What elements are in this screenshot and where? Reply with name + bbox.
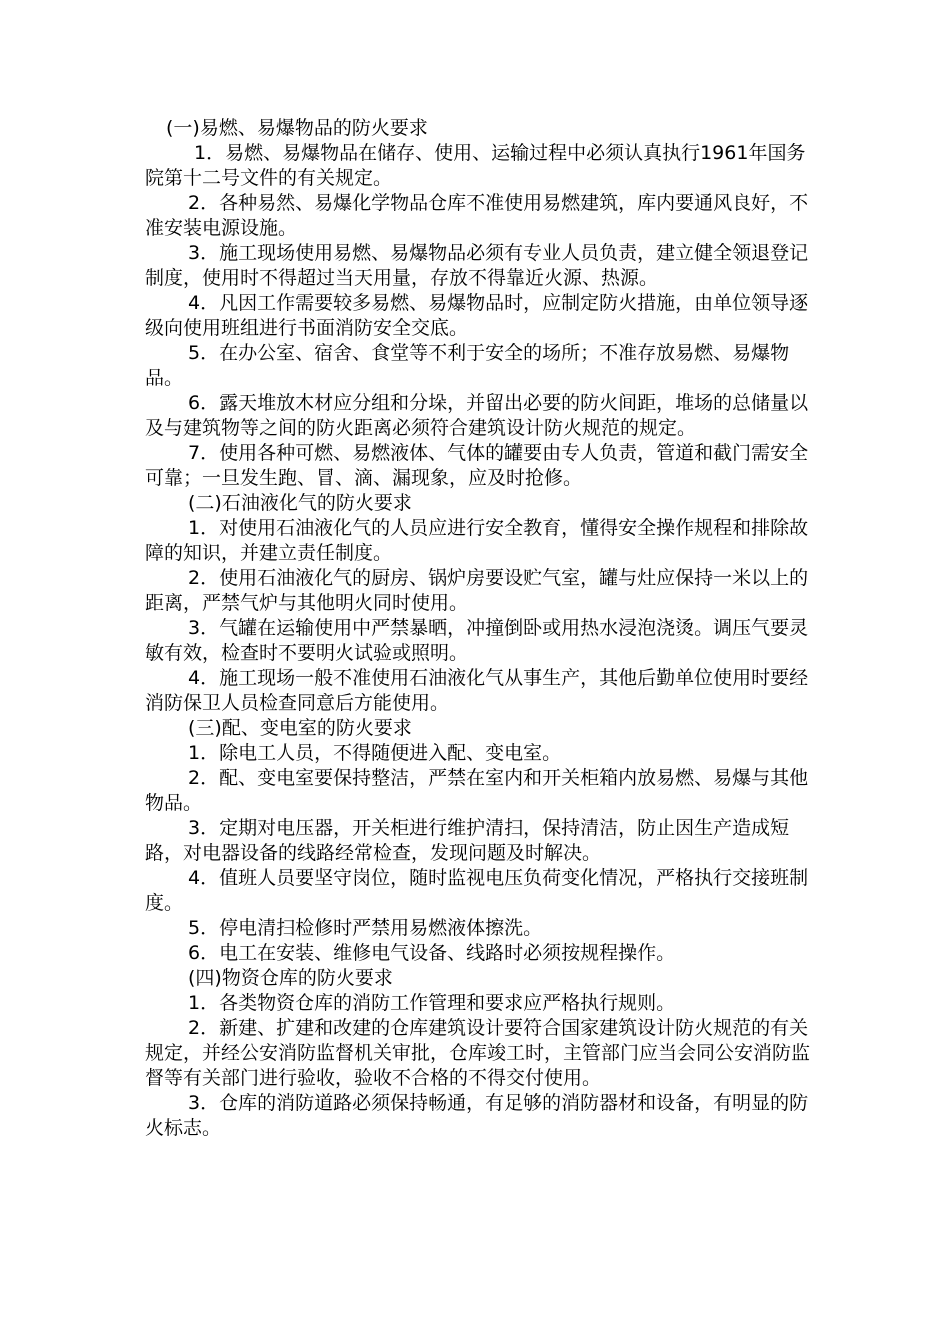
section-heading-3: (三)配、变电室的防火要求	[188, 717, 412, 739]
section-heading-1: (一)易燃、易爆物品的防火要求	[166, 117, 428, 139]
section-heading-4: (四)物资仓库的防火要求	[188, 967, 393, 989]
paragraph: 2．配、变电室要保持整洁，严禁在室内和开关柜箱内放易燃、易爆与其他物品。	[145, 767, 809, 814]
paragraph: 1．易燃、易爆物品在储存、使用、运输过程中必须认真执行1961年国务院第十二号文件的有关规定。	[145, 142, 806, 189]
paragraph: 1．各类物资仓库的消防工作管理和要求应严格执行规则。	[188, 992, 676, 1014]
paragraph: 3．仓库的消防道路必须保持畅通，有足够的消防器材和设备，有明显的防火标志。	[145, 1092, 809, 1139]
paragraph: 3．施工现场使用易燃、易爆物品必须有专业人员负责，建立健全领退登记制度，使用时不得超过当天用量，存放不得靠近火源、热源。	[145, 242, 809, 289]
paragraph: 3．定期对电压器，开关柜进行维护清扫，保持清洁，防止因生产造成短路，对电器设备的线路经常检查，发现问题及时解决。	[145, 817, 790, 864]
paragraph: 4．凡因工作需要较多易燃、易爆物品时，应制定防火措施，由单位领导逐级向使用班组进行书面消防安全交底。	[145, 292, 809, 339]
paragraph: 2．使用石油液化气的厨房、锅炉房要设贮气室，罐与灶应保持一米以上的距离，严禁气炉与其他明火同时使用。	[145, 567, 809, 614]
paragraph: 6．露天堆放木材应分组和分垛，并留出必要的防火间距，堆场的总储量以及与建筑物等之间的防火距离必须符合建筑设计防火规范的规定。	[145, 392, 809, 439]
paragraph: 5．在办公室、宿舍、食堂等不利于安全的场所；不准存放易燃、易爆物品。	[145, 342, 790, 389]
paragraph: 4．值班人员要坚守岗位，随时监视电压负荷变化情况，严格执行交接班制度。	[145, 867, 809, 914]
paragraph: 6．电工在安装、维修电气设备、线路时必须按规程操作。	[188, 942, 676, 964]
paragraph: 1．除电工人员，不得随便进入配、变电室。	[188, 742, 562, 764]
paragraph: 4．施工现场一般不准使用石油液化气从事生产，其他后勤单位使用时要经消防保卫人员检查同意后方能使用。	[145, 667, 809, 714]
section-heading-2: (二)石油液化气的防火要求	[188, 492, 412, 514]
paragraph: 7．使用各种可燃、易燃液体、气体的罐要由专人负责，管道和截门需安全可靠；一旦发生跑、冒、滴、漏现象，应及时抢修。	[145, 442, 809, 489]
paragraph: 5．停电清扫检修时严禁用易燃液体擦洗。	[188, 917, 543, 939]
paragraph: 1．对使用石油液化气的人员应进行安全教育，懂得安全操作规程和排除故障的知识，并建立责任制度。	[145, 517, 809, 564]
paragraph: 2．各种易然、易爆化学物品仓库不准使用易燃建筑，库内要通风良好，不准安装电源设施。	[145, 192, 809, 239]
paragraph: 2．新建、扩建和改建的仓库建筑设计要符合国家建筑设计防火规范的有关规定，并经公安消防监督机关审批，仓库竣工时，主管部门应当会同公安消防监督等有关部门进行验收，验收不合格的不得交付使用。	[145, 1017, 811, 1089]
document-body	[145, 116, 810, 1141]
paragraph: 3．气罐在运输使用中严禁暴晒，冲撞倒卧或用热水浸泡浇烫。调压气要灵敏有效，检查时不要明火试验或照明。	[145, 617, 809, 664]
